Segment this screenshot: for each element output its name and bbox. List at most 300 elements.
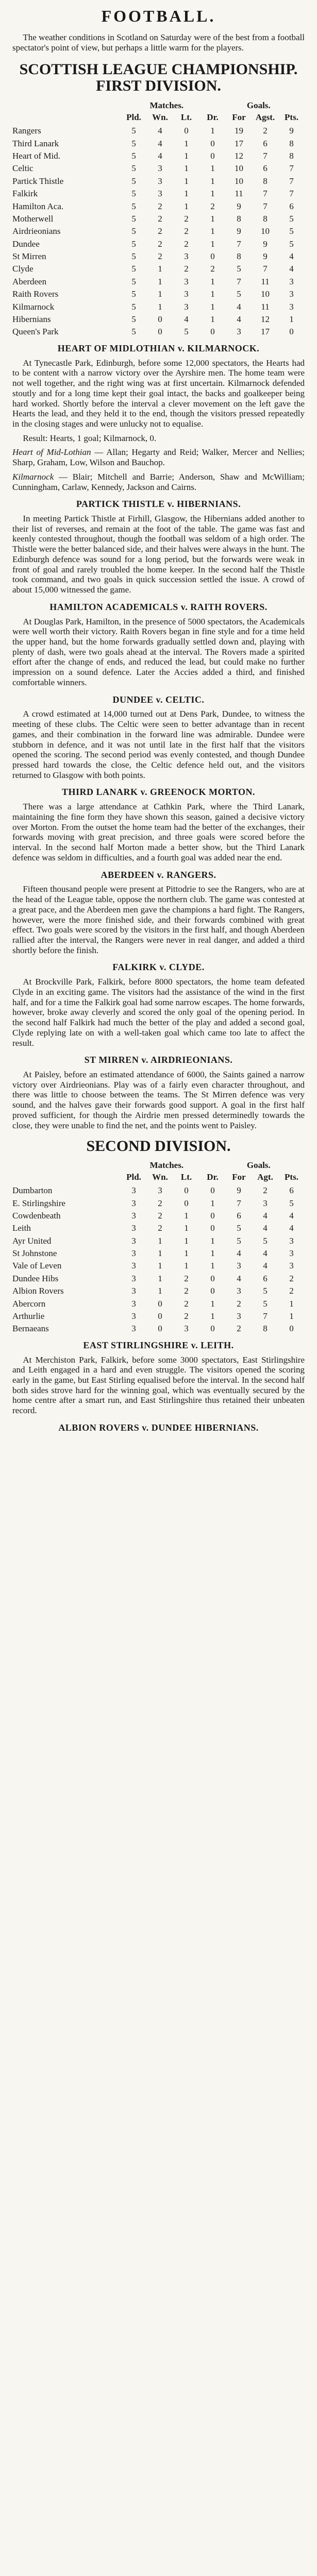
table-cell: 3 bbox=[184, 276, 189, 286]
table-cell: 0 bbox=[158, 327, 162, 337]
table-cell: 2 bbox=[237, 1298, 241, 1309]
team-name: Falkirk bbox=[12, 189, 38, 199]
report-paragraph: A crowd estimated at 14,000 turned out at Dens Park, Dundee, to witness the meeting of these clubs. The Celtic were seen to better advantage than in recent games, and their combination in the forward line was admirable. Dundee were stubborn in defence, and it was not until late in the first half that the visitors opened the scoring. The second period was evenly contested, and though Dundee pressed hard towards the close, the Celtic defence held out, and the visitors returned to Glasgow with both points. bbox=[12, 709, 305, 780]
table-cell: 5 bbox=[131, 276, 136, 286]
group-matches-label: Matches. bbox=[149, 100, 184, 111]
column-header: Agt. bbox=[257, 1172, 273, 1182]
table-cell: 8 bbox=[263, 176, 268, 186]
table-cell: 0 bbox=[210, 1286, 215, 1296]
team-name: Leith bbox=[12, 1223, 31, 1233]
table-cell: 8 bbox=[289, 138, 294, 148]
table-cell: 2 bbox=[158, 201, 162, 211]
table-cell: 3 bbox=[237, 1311, 241, 1321]
table-cell: 8 bbox=[237, 213, 241, 224]
row-values bbox=[121, 1286, 305, 1296]
table-cell: 1 bbox=[210, 1198, 215, 1208]
table-cell: 2 bbox=[158, 239, 162, 249]
section-title: FOOTBALL. bbox=[101, 7, 216, 25]
table-cell: 6 bbox=[289, 201, 294, 211]
table-cell: 7 bbox=[237, 239, 241, 249]
table-cell: 4 bbox=[158, 126, 162, 136]
team-name: Hamilton Aca. bbox=[12, 201, 64, 211]
first-division-title: SCOTTISH LEAGUE CHAMPIONSHIP. FIRST DIVISION. bbox=[19, 60, 298, 95]
report-paragraph: There was a large attendance at Cathkin Park, where the Third Lanark, maintaining the fine form they have shown this season, gained a decisive victory over Morton. From the outset the home team had the better of the exchanges, their forwards moving with great precision, and three goals were scored before the interval. In the second half Morton made a better show, but the Third Lanark defence was seldom in difficulties, and a fourth goal was added near the end. bbox=[12, 802, 305, 862]
table-cell: 2 bbox=[158, 226, 162, 236]
match-report bbox=[12, 787, 305, 862]
table-cell: 1 bbox=[210, 226, 215, 236]
team-name: Cowdenbeath bbox=[12, 1210, 61, 1221]
table-cell: 0 bbox=[158, 1324, 162, 1334]
table-row bbox=[12, 189, 305, 199]
column-header: Wn. bbox=[152, 112, 168, 122]
group-goals-label: Goals. bbox=[246, 100, 271, 111]
table-cell: 3 bbox=[131, 1210, 136, 1221]
table-cell: 2 bbox=[184, 213, 189, 224]
match-heading: HAMILTON ACADEMICALS v. RAITH ROVERS. bbox=[49, 601, 268, 612]
row-values bbox=[121, 1211, 305, 1221]
table-cell: 2 bbox=[237, 1324, 241, 1334]
table-cell: 1 bbox=[158, 276, 162, 286]
match-report bbox=[12, 1341, 305, 1416]
row-values bbox=[121, 1324, 305, 1334]
table-cell: 1 bbox=[158, 1235, 162, 1246]
match-report bbox=[12, 602, 305, 688]
table-cell: 1 bbox=[158, 1261, 162, 1271]
row-values bbox=[121, 176, 305, 187]
table-cell: 8 bbox=[263, 213, 268, 224]
match-report bbox=[12, 1055, 305, 1130]
table-cell: 1 bbox=[184, 176, 189, 186]
table-cell: 0 bbox=[184, 126, 189, 136]
table-cell: 3 bbox=[158, 163, 162, 174]
column-header: Lt. bbox=[180, 1172, 192, 1182]
table-cell: 0 bbox=[210, 251, 215, 262]
table-cell: 3 bbox=[131, 1198, 136, 1208]
table-column-header bbox=[12, 112, 305, 123]
table-cell: 0 bbox=[158, 1311, 162, 1321]
table-cell: 3 bbox=[158, 176, 162, 186]
table-row bbox=[12, 1185, 305, 1196]
team-name: Third Lanark bbox=[12, 138, 59, 148]
table-cell: 6 bbox=[263, 1273, 268, 1283]
table-cell: 3 bbox=[184, 289, 189, 299]
team-name: Celtic bbox=[12, 163, 34, 174]
table-cell: 2 bbox=[210, 264, 215, 274]
table-cell: 1 bbox=[289, 1311, 294, 1321]
report-paragraph: Result: Hearts, 1 goal; Kilmarnock, 0. bbox=[23, 433, 157, 443]
table-cell: 17 bbox=[261, 327, 270, 337]
table-cell: 3 bbox=[289, 1235, 294, 1246]
match-report bbox=[12, 870, 305, 956]
table-row bbox=[12, 1311, 305, 1321]
table-cell: 2 bbox=[184, 1286, 189, 1296]
table-cell: 1 bbox=[210, 213, 215, 224]
table-cell: 5 bbox=[131, 150, 136, 161]
team-name: Albion Rovers bbox=[12, 1286, 64, 1296]
table-cell: 4 bbox=[289, 1223, 294, 1233]
row-values bbox=[121, 239, 305, 249]
row-values bbox=[121, 1311, 305, 1321]
table-cell: 3 bbox=[131, 1273, 136, 1283]
team-name: Motherwell bbox=[12, 213, 54, 224]
table-cell: 1 bbox=[184, 1210, 189, 1221]
table-cell: 4 bbox=[289, 264, 294, 274]
table-cell: 2 bbox=[263, 126, 268, 136]
table-cell: 9 bbox=[263, 251, 268, 262]
report-paragraph: At Tynecastle Park, Edinburgh, before some 12,000 spectators, the Hearts had to be content with a narrow victory over the Ayrshire men. The home team were not well together, and the right wing was at first uncertain. Kilmarnock defended stoutly and for a long time kept their goal intact, the backs and goalkeeper being hard worked. Shortly before the interval a clever movement on the left gave the Hearts the lead, and they held it to the end, though the visitors pressed repeatedly in the closing stages and were unlucky not to equalise. bbox=[12, 358, 305, 429]
table-cell: 7 bbox=[289, 189, 294, 199]
table-cell: 7 bbox=[289, 163, 294, 174]
row-values bbox=[121, 126, 305, 136]
table-cell: 4 bbox=[263, 1210, 268, 1221]
table-cell: 2 bbox=[184, 1273, 189, 1283]
table-cell: 2 bbox=[158, 1223, 162, 1233]
row-values bbox=[121, 277, 305, 287]
table-cell: 8 bbox=[289, 150, 294, 161]
match-report bbox=[12, 344, 305, 492]
table-cell: 5 bbox=[131, 138, 136, 148]
table-cell: 3 bbox=[131, 1311, 136, 1321]
table-row bbox=[12, 251, 305, 262]
table-cell: 5 bbox=[131, 226, 136, 236]
team-name: Queen's Park bbox=[12, 327, 59, 337]
row-values bbox=[121, 214, 305, 224]
team-name: Kilmarnock bbox=[12, 301, 55, 312]
table-row bbox=[12, 126, 305, 136]
table-cell: 5 bbox=[131, 327, 136, 337]
table-cell: 5 bbox=[263, 1235, 268, 1246]
row-values bbox=[121, 1248, 305, 1259]
table-cell: 12 bbox=[235, 150, 243, 161]
table-cell: 19 bbox=[235, 126, 243, 136]
report-paragraph: At Paisley, before an estimated attendance of 6000, the Saints gained a narrow victory over Airdrieonians. Play was of a fairly even character throughout, and there was little to choose between the teams. The St Mirren defence was very sound, and the halves gave their forwards good support. A goal in the first half proved sufficient, for though the Airdrie men pressed determinedly towards the close, they were unable to find the net, and the points went to Paisley. bbox=[12, 1070, 305, 1130]
table-row bbox=[12, 314, 305, 325]
table-row bbox=[12, 176, 305, 187]
team-name: Arthurlie bbox=[12, 1311, 45, 1321]
table-cell: 1 bbox=[184, 201, 189, 211]
table-cell: 9 bbox=[289, 126, 294, 136]
table-cell: 8 bbox=[263, 1324, 268, 1334]
table-cell: 0 bbox=[158, 1298, 162, 1309]
row-values bbox=[121, 1185, 305, 1196]
table-cell: 4 bbox=[263, 1261, 268, 1271]
table-cell: 3 bbox=[263, 1198, 268, 1208]
row-values bbox=[121, 189, 305, 199]
table-cell: 12 bbox=[261, 314, 270, 325]
table-cell: 1 bbox=[210, 176, 215, 186]
table-cell: 1 bbox=[210, 289, 215, 299]
table-cell: 1 bbox=[158, 1248, 162, 1259]
table-cell: 0 bbox=[210, 1273, 215, 1283]
column-header: Lt. bbox=[180, 112, 192, 122]
table-cell: 1 bbox=[210, 189, 215, 199]
table-cell: 1 bbox=[158, 264, 162, 274]
table-cell: 5 bbox=[131, 251, 136, 262]
table-cell: 6 bbox=[263, 138, 268, 148]
report-paragraph: At Douglas Park, Hamilton, in the presence of 5000 spectators, the Academicals were well worth their victory. Raith Rovers began in fine style and for a time held the upper hand, but the home forwards gradually settled down and, playing with plenty of dash, were two goals ahead at the interval. The Rovers made a spirited effort after the change of ends, and reduced the lead, but could make no further impression on a sound defence. Later the Accies added a third, and finished comfortable winners. bbox=[12, 616, 305, 687]
table-cell: 1 bbox=[210, 1261, 215, 1271]
match-heading: FALKIRK v. CLYDE. bbox=[112, 962, 205, 973]
table-cell: 0 bbox=[210, 138, 215, 148]
team-lineup: Kilmarnock — Blair; Mitchell and Barrie; Anderson, Shaw and McWilliam; Cunningham, Carlaw, Kennedy, Jackson and Cairns. bbox=[12, 471, 305, 492]
row-values bbox=[121, 139, 305, 149]
second-division-table bbox=[12, 1160, 305, 1334]
table-cell: 2 bbox=[158, 251, 162, 262]
column-header: Pld. bbox=[126, 112, 141, 122]
table-row bbox=[12, 139, 305, 149]
table-row bbox=[12, 1286, 305, 1296]
table-row bbox=[12, 1261, 305, 1271]
table-cell: 9 bbox=[237, 201, 241, 211]
table-cell: 4 bbox=[263, 1248, 268, 1259]
table-cell: 10 bbox=[235, 163, 243, 174]
second-division-title: SECOND DIVISION. bbox=[86, 1138, 231, 1155]
row-values bbox=[121, 264, 305, 274]
table-cell: 5 bbox=[263, 1286, 268, 1296]
table-cell: 0 bbox=[210, 1185, 215, 1196]
table-cell: 1 bbox=[184, 150, 189, 161]
table-cell: 5 bbox=[131, 163, 136, 174]
table-row bbox=[12, 1198, 305, 1209]
table-cell: 3 bbox=[237, 1261, 241, 1271]
table-cell: 2 bbox=[184, 239, 189, 249]
table-row bbox=[12, 1236, 305, 1246]
table-cell: 1 bbox=[158, 289, 162, 299]
table-cell: 3 bbox=[184, 1324, 189, 1334]
row-values bbox=[121, 1198, 305, 1209]
table-cell: 3 bbox=[131, 1286, 136, 1296]
table-cell: 5 bbox=[131, 314, 136, 325]
team-lineup: Heart of Mid-Lothian — Allan; Hegarty and Reid; Walker, Mercer and Nellies; Sharp, Graham, Low, Wilson and Bauchop. bbox=[12, 447, 305, 468]
group-matches-label: Matches. bbox=[149, 1160, 184, 1171]
row-values bbox=[121, 201, 305, 212]
table-cell: 3 bbox=[237, 1286, 241, 1296]
table-cell: 9 bbox=[237, 226, 241, 236]
table-cell: 3 bbox=[131, 1248, 136, 1259]
table-cell: 3 bbox=[289, 1261, 294, 1271]
table-cell: 3 bbox=[289, 289, 294, 299]
row-values bbox=[121, 302, 305, 312]
report-paragraph: In meeting Partick Thistle at Firhill, Glasgow, the Hibernians added another to their list of reverses, and remain at the foot of the table. The game was fast and keenly contested throughout, though the football was seldom of a high order. The Thistle were the better balanced side, and their halves were always in the hunt. The Edinburgh defence was sound for a long period, but the forwards were weak in front of goal and rarely troubled the home keeper. In the second half the Thistle took command, and two goals in quick succession settled the issue. A crowd of about 15,000 witnessed the game. bbox=[12, 514, 305, 595]
table-cell: 3 bbox=[131, 1223, 136, 1233]
table-cell: 5 bbox=[131, 213, 136, 224]
table-group-header bbox=[12, 100, 305, 111]
table-cell: 2 bbox=[184, 226, 189, 236]
table-group-header bbox=[12, 1160, 305, 1171]
table-row bbox=[12, 1299, 305, 1309]
team-name: Ayr United bbox=[12, 1235, 52, 1246]
lineup-players: Blair; Mitchell and Barrie; Anderson, Shaw and McWilliam; Cunningham, Carlaw, Kennedy, Jackson and Cairns. bbox=[12, 471, 305, 492]
table-cell: 5 bbox=[131, 239, 136, 249]
row-values bbox=[121, 327, 305, 337]
table-cell: 6 bbox=[289, 1185, 294, 1196]
table-cell: 1 bbox=[210, 126, 215, 136]
team-name: Rangers bbox=[12, 126, 41, 136]
table-cell: 1 bbox=[158, 1273, 162, 1283]
team-name: Bernaeans bbox=[12, 1324, 49, 1334]
column-header: Pts. bbox=[285, 112, 298, 122]
table-cell: 0 bbox=[210, 1223, 215, 1233]
row-values bbox=[121, 1274, 305, 1284]
table-cell: 4 bbox=[158, 150, 162, 161]
table-cell: 9 bbox=[237, 1185, 241, 1196]
table-cell: 11 bbox=[261, 276, 270, 286]
table-cell: 2 bbox=[158, 1210, 162, 1221]
column-header: For bbox=[232, 1172, 246, 1182]
table-row bbox=[12, 289, 305, 299]
table-cell: 2 bbox=[289, 1286, 294, 1296]
match-report bbox=[12, 1423, 305, 1433]
table-cell: 5 bbox=[237, 1235, 241, 1246]
table-cell: 3 bbox=[237, 327, 241, 337]
first-division-table bbox=[12, 100, 305, 337]
table-cell: 7 bbox=[263, 189, 268, 199]
table-cell: 4 bbox=[158, 138, 162, 148]
row-values bbox=[121, 314, 305, 325]
row-values bbox=[121, 1236, 305, 1246]
table-cell: 7 bbox=[263, 201, 268, 211]
table-cell: 1 bbox=[158, 301, 162, 312]
row-values bbox=[121, 226, 305, 236]
table-cell: 0 bbox=[184, 1198, 189, 1208]
lineup-team: Kilmarnock bbox=[12, 471, 54, 482]
table-cell: 4 bbox=[263, 1223, 268, 1233]
table-cell: 1 bbox=[210, 1235, 215, 1246]
table-cell: 5 bbox=[237, 264, 241, 274]
team-name: Dumbarton bbox=[12, 1185, 53, 1196]
table-cell: 1 bbox=[210, 314, 215, 325]
row-values bbox=[121, 151, 305, 161]
table-cell: 3 bbox=[131, 1298, 136, 1309]
table-row bbox=[12, 302, 305, 312]
table-row bbox=[12, 239, 305, 249]
table-cell: 5 bbox=[237, 289, 241, 299]
team-name: Aberdeen bbox=[12, 276, 47, 286]
table-cell: 3 bbox=[131, 1261, 136, 1271]
table-cell: 1 bbox=[184, 1248, 189, 1259]
table-cell: 1 bbox=[184, 1223, 189, 1233]
row-values bbox=[121, 251, 305, 262]
team-name: Dundee Hibs bbox=[12, 1273, 59, 1283]
column-header: Dr. bbox=[207, 112, 219, 122]
team-name: Vale of Leven bbox=[12, 1261, 62, 1271]
table-cell: 1 bbox=[184, 1261, 189, 1271]
table-cell: 8 bbox=[237, 251, 241, 262]
table-column-header bbox=[12, 1172, 305, 1182]
table-cell: 0 bbox=[210, 1210, 215, 1221]
match-report bbox=[12, 962, 305, 1048]
table-cell: 7 bbox=[263, 1311, 268, 1321]
table-cell: 5 bbox=[131, 176, 136, 186]
lineup-players: Allan; Hegarty and Reid; Walker, Mercer and Nellies; Sharp, Graham, Low, Wilson and Bauchop. bbox=[12, 447, 305, 468]
table-cell: 4 bbox=[289, 251, 294, 262]
team-name: St Johnstone bbox=[12, 1248, 57, 1259]
table-cell: 10 bbox=[261, 226, 270, 236]
table-cell: 5 bbox=[237, 1223, 241, 1233]
table-cell: 5 bbox=[184, 327, 189, 337]
table-cell: 1 bbox=[289, 314, 294, 325]
table-row bbox=[12, 226, 305, 236]
table-row bbox=[12, 277, 305, 287]
table-cell: 7 bbox=[263, 264, 268, 274]
row-values bbox=[121, 1299, 305, 1309]
table-cell: 0 bbox=[289, 1324, 294, 1334]
table-row bbox=[12, 327, 305, 337]
table-cell: 0 bbox=[210, 327, 215, 337]
match-heading: ST MIRREN v. AIRDRIEONIANS. bbox=[84, 1055, 233, 1065]
table-row bbox=[12, 151, 305, 161]
table-cell: 5 bbox=[289, 213, 294, 224]
intro-paragraph: The weather conditions in Scotland on Saturday were of the best from a football spectator's point of view, but perhaps a little warm for the players. bbox=[12, 32, 305, 53]
table-cell: 0 bbox=[210, 1324, 215, 1334]
column-header: Dr. bbox=[207, 1172, 219, 1182]
table-cell: 9 bbox=[263, 239, 268, 249]
table-cell: 2 bbox=[184, 1311, 189, 1321]
table-cell: 4 bbox=[237, 1248, 241, 1259]
table-cell: 7 bbox=[289, 176, 294, 186]
team-name: St Mirren bbox=[12, 251, 46, 262]
table-cell: 2 bbox=[184, 1298, 189, 1309]
table-cell: 2 bbox=[184, 264, 189, 274]
table-cell: 6 bbox=[263, 163, 268, 174]
table-cell: 2 bbox=[158, 1198, 162, 1208]
table-cell: 10 bbox=[235, 176, 243, 186]
team-name: Abercorn bbox=[12, 1298, 46, 1309]
team-name: Clyde bbox=[12, 264, 34, 274]
table-cell: 2 bbox=[263, 1185, 268, 1196]
table-cell: 4 bbox=[237, 301, 241, 312]
column-header: Pld. bbox=[126, 1172, 141, 1182]
table-cell: 4 bbox=[184, 314, 189, 325]
table-cell: 5 bbox=[131, 126, 136, 136]
table-cell: 3 bbox=[289, 1248, 294, 1259]
table-cell: 1 bbox=[184, 1235, 189, 1246]
match-heading: ABERDEEN v. RANGERS. bbox=[101, 869, 216, 880]
table-cell: 4 bbox=[237, 1273, 241, 1283]
table-cell: 1 bbox=[158, 1286, 162, 1296]
table-cell: 0 bbox=[184, 1185, 189, 1196]
match-report bbox=[12, 499, 305, 595]
table-cell: 6 bbox=[237, 1210, 241, 1221]
table-cell: 5 bbox=[289, 226, 294, 236]
match-heading: THIRD LANARK v. GREENOCK MORTON. bbox=[61, 787, 256, 798]
team-name: Airdrieonians bbox=[12, 226, 61, 236]
table-cell: 17 bbox=[235, 138, 243, 148]
match-heading: HEART OF MIDLOTHIAN v. KILMARNOCK. bbox=[57, 343, 260, 353]
table-row bbox=[12, 264, 305, 274]
table-cell: 5 bbox=[289, 239, 294, 249]
table-cell: 5 bbox=[131, 289, 136, 299]
row-values bbox=[121, 1261, 305, 1271]
table-cell: 1 bbox=[210, 239, 215, 249]
table-cell: 10 bbox=[261, 289, 270, 299]
report-paragraph: At Merchiston Park, Falkirk, before some 3000 spectators, East Stirlingshire and Leith engaged in a hard and even struggle. The visitors opened the scoring early in the game, but East Stirling equalised before the interval. In the second half both sides strove hard for the winning goal, which was eventually secured by the home centre after a smart run, and East Stirlingshire thus retained their unbeaten record. bbox=[12, 1354, 305, 1416]
table-cell: 1 bbox=[289, 1298, 294, 1309]
report-paragraph: At Brockville Park, Falkirk, before 8000 spectators, the home team defeated Clyde in an exciting game. The visitors had the assistance of the wind in the first half, and for a time the Falkirk goal had some narrow escapes. The home forwards, however, broke away cleverly and scored the only goal of the opening period. In the second half Falkirk had much the better of the play and added a second goal, Clyde replying late on with a well-taken goal which came too late to affect the result. bbox=[12, 977, 305, 1048]
table-row bbox=[12, 1324, 305, 1334]
table-cell: 3 bbox=[131, 1324, 136, 1334]
table-row bbox=[12, 1274, 305, 1284]
table-cell: 3 bbox=[289, 276, 294, 286]
table-cell: 3 bbox=[184, 251, 189, 262]
lineup-team: Heart of Mid-Lothian bbox=[12, 447, 91, 457]
table-cell: 1 bbox=[210, 1248, 215, 1259]
table-cell: 2 bbox=[289, 1273, 294, 1283]
table-row bbox=[12, 1223, 305, 1233]
table-cell: 7 bbox=[237, 1198, 241, 1208]
table-cell: 5 bbox=[263, 1298, 268, 1309]
row-values bbox=[121, 289, 305, 299]
